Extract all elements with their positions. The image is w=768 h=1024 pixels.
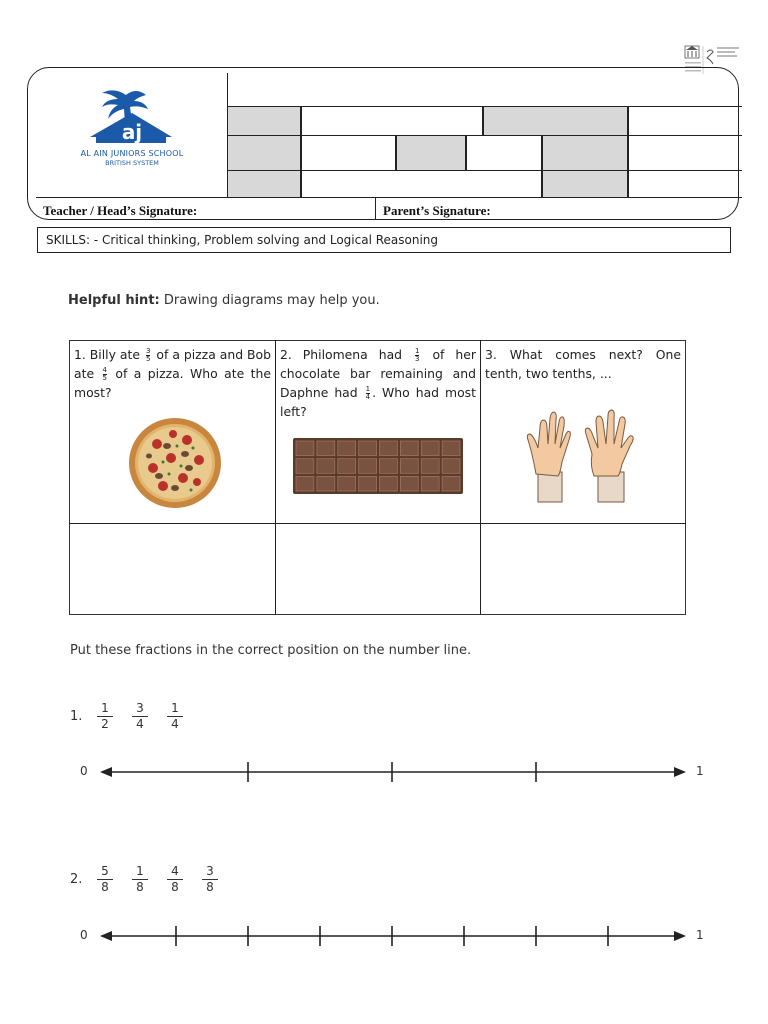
chocolate-square	[296, 476, 314, 491]
table-row-line	[69, 523, 686, 524]
chocolate-square	[442, 476, 460, 491]
number-line-1-start: 0	[80, 764, 88, 778]
header-input-cell[interactable]	[301, 106, 483, 136]
fraction-numerator: 1	[97, 701, 113, 717]
number-line-2-label: 2.	[70, 872, 83, 887]
chocolate-square	[338, 476, 356, 491]
chocolate-square	[317, 459, 335, 474]
chocolate-square	[421, 476, 439, 491]
hint-label: Helpful hint:	[68, 293, 160, 308]
fraction-numerator: 4	[167, 864, 183, 880]
fraction: $\frac{1}{4}$	[365, 385, 371, 401]
chocolate-square	[359, 476, 377, 491]
hands-image	[522, 404, 642, 504]
helpful-hint	[68, 293, 380, 308]
header-label-cell	[227, 170, 301, 198]
header-label-cell	[227, 106, 301, 136]
school-subtitle: BRITISH SYSTEM	[105, 159, 159, 167]
signature-divider	[375, 197, 376, 220]
chocolate-square	[338, 459, 356, 474]
school-logo	[50, 85, 215, 185]
question-3-text: 3. What comes next? One tenth, two tenths, ...	[485, 347, 681, 381]
table-column-line	[275, 340, 276, 615]
number-line-1-label: 1.	[70, 709, 83, 724]
chocolate-square	[400, 476, 418, 491]
fraction-denominator: 4	[171, 717, 179, 731]
fraction-card[interactable]	[97, 864, 113, 895]
header-label-cell	[483, 106, 628, 136]
fraction-numerator: 3	[202, 864, 218, 880]
chocolate-square	[296, 441, 314, 456]
number-line-2[interactable]	[98, 924, 688, 948]
chocolate-square	[442, 459, 460, 474]
number-line-instruction: Put these fractions in the correct position on the number line.	[70, 643, 472, 658]
pizza-image	[127, 416, 223, 510]
school-name: AL AIN JUNIORS SCHOOL	[80, 149, 184, 158]
chocolate-square	[380, 459, 398, 474]
header-input-cell[interactable]	[466, 135, 542, 171]
question-2-text: 2. Philomena had $\frac{1}{3}$ of her chocolate bar remaining and Daphne had $\frac{1}{4}$ . Who had most left?	[280, 347, 476, 419]
table-column-line	[480, 340, 481, 615]
fraction-card[interactable]	[132, 864, 148, 895]
fraction-card[interactable]	[132, 701, 148, 732]
chocolate-square	[317, 476, 335, 491]
header-input-cell[interactable]	[628, 106, 742, 136]
question-1-text: 1. Billy ate $\frac{3}{5}$ of a pizza and Bob ate $\frac{4}{5}$ of a pizza. Who ate the most?	[74, 347, 271, 400]
fraction-denominator: 8	[206, 880, 214, 894]
number-line-2-start: 0	[80, 928, 88, 942]
number-line-2-end: 1	[696, 928, 704, 942]
fraction: $\frac{3}{5}$	[145, 347, 151, 363]
header-label-cell	[227, 135, 301, 171]
chocolate-square	[400, 441, 418, 456]
fraction-numerator: 1	[167, 701, 183, 717]
fraction-card[interactable]	[167, 701, 183, 732]
number-line-1-end: 1	[696, 764, 704, 778]
fraction-denominator: 8	[101, 880, 109, 894]
chocolate-square	[442, 441, 460, 456]
fraction: $\frac{4}{5}$	[102, 366, 107, 382]
header-input-cell[interactable]	[301, 135, 396, 171]
chocolate-square	[421, 441, 439, 456]
fraction-numerator: 3	[132, 701, 148, 717]
fraction-card[interactable]	[167, 864, 183, 895]
fraction-card[interactable]	[97, 701, 113, 732]
hint-text: Drawing diagrams may help you.	[159, 293, 380, 308]
fraction-denominator: 8	[171, 880, 179, 894]
fraction-numerator: 5	[97, 864, 113, 880]
number-line-1[interactable]	[98, 760, 688, 784]
header-input-cell[interactable]	[301, 170, 542, 198]
fraction-denominator: 8	[136, 880, 144, 894]
header-input-cell[interactable]	[628, 135, 742, 171]
logo-letters: aj	[121, 120, 143, 144]
fraction-card[interactable]	[202, 864, 218, 895]
chocolate-square	[359, 441, 377, 456]
skills-box: SKILLS: - Critical thinking, Problem solving and Logical Reasoning	[37, 227, 731, 253]
chocolate-square	[380, 476, 398, 491]
chocolate-square	[296, 459, 314, 474]
chocolate-square	[421, 459, 439, 474]
fraction: $\frac{1}{3}$	[415, 347, 420, 363]
header-label-cell	[542, 170, 628, 198]
fraction-numerator: 1	[132, 864, 148, 880]
chocolate-square	[317, 441, 335, 456]
fraction-denominator: 4	[136, 717, 144, 731]
header-label-cell	[396, 135, 466, 171]
chocolate-square	[338, 441, 356, 456]
chocolate-bar-image	[293, 438, 463, 494]
chocolate-square	[380, 441, 398, 456]
header-input-cell[interactable]	[628, 170, 742, 198]
chocolate-square	[359, 459, 377, 474]
chocolate-square	[400, 459, 418, 474]
parent-signature-label: Parent’s Signature:	[383, 203, 491, 218]
fraction-denominator: 2	[101, 717, 109, 731]
header-label-cell	[542, 135, 628, 171]
teacher-signature-label: Teacher / Head’s Signature:	[43, 203, 198, 218]
